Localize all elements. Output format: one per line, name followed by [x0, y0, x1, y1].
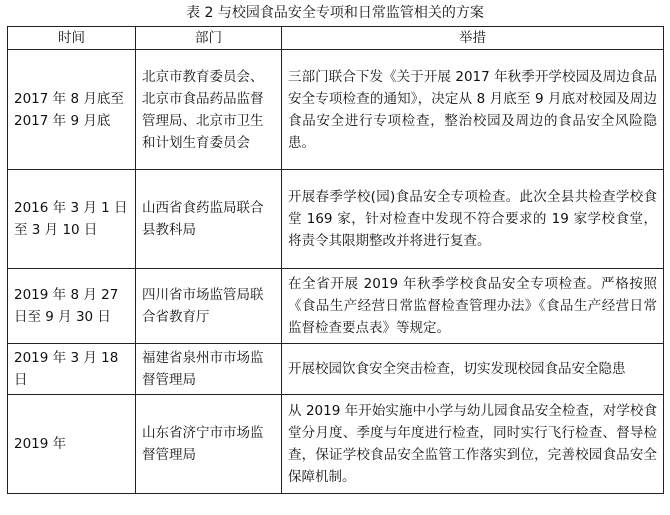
cell-department: 山西省食药监局联合县教科局 — [136, 170, 282, 269]
cell-measures: 三部门联合下发《关于开展 2017 年秋季开学校园及周边食品安全专项检查的通知》，决定从 8 月底至 9 月底对校园及周边食品安全进行专项检查，整治校园及周边的食品安全风险隐患。 — [282, 50, 664, 170]
cell-time: 2017 年 8 月底至 2017 年 9 月底 — [8, 50, 136, 170]
cell-time: 2019 年 8 月 27 日至 9 月 30 日 — [8, 269, 136, 344]
table-row — [8, 170, 664, 269]
measures-table — [7, 26, 664, 494]
header-row — [8, 27, 664, 50]
header-measures: 举措 — [282, 27, 664, 50]
cell-department: 福建省泉州市市场监督管理局 — [136, 344, 282, 395]
table-row — [8, 269, 664, 344]
cell-department: 山东省济宁市市场监督管理局 — [136, 395, 282, 494]
table-row — [8, 344, 664, 395]
cell-time: 2019 年 — [8, 395, 136, 494]
table-row — [8, 50, 664, 170]
cell-time: 2016 年 3 月 1 日至 3 月 10 日 — [8, 170, 136, 269]
cell-time: 2019 年 3 月 18 日 — [8, 344, 136, 395]
cell-measures: 开展校园饮食安全突击检查，切实发现校园食品安全隐患 — [282, 344, 664, 395]
cell-department: 北京市教育委员会、北京市食品药品监督管理局、北京市卫生和计划生育委员会 — [136, 50, 282, 170]
table-caption: 表 2 与校园食品安全专项和日常监管相关的方案 — [186, 5, 484, 21]
header-department: 部门 — [136, 27, 282, 50]
cell-department: 四川省市场监管局联合省教育厅 — [136, 269, 282, 344]
cell-measures: 在全省开展 2019 年秋季学校食品安全专项检查。严格按照《食品生产经营日常监督检查管理办法》《食品生产经营日常监督检查要点表》等规定。 — [282, 269, 664, 344]
cell-measures: 开展春季学校(园)食品安全专项检查。此次全县共检查学校食堂 169 家，针对检查中发现不符合要求的 19 家学校食堂，将责令其限期整改并将进行复查。 — [282, 170, 664, 269]
header-time: 时间 — [8, 27, 136, 50]
table-row — [8, 395, 664, 494]
cell-measures: 从 2019 年开始实施中小学与幼儿园食品安全检查，对学校食堂分月度、季度与年度进行检查，同时实行飞行检查、督导检查，保证学校食品安全监管工作落实到位，完善校园食品安全保障机制。 — [282, 395, 664, 494]
